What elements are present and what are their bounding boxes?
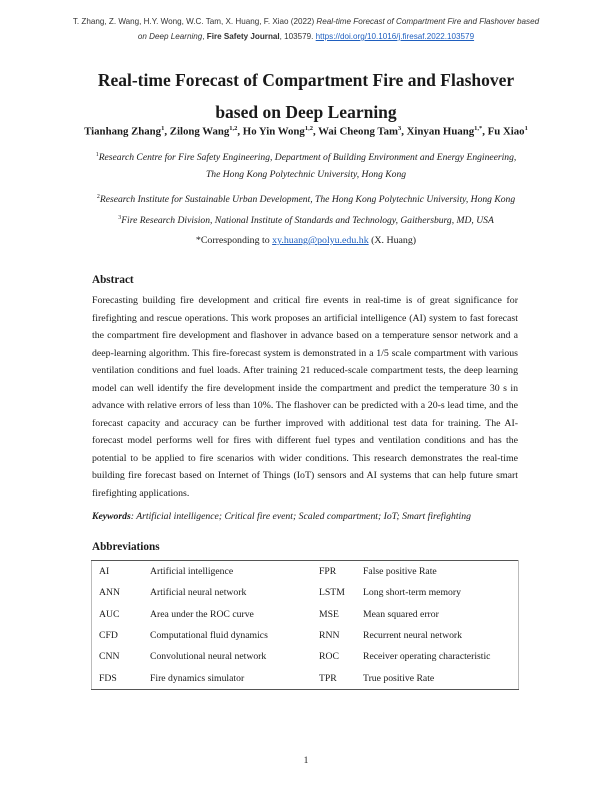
abbreviation: MSE xyxy=(319,608,339,620)
abbreviation-definition: Receiver operating characteristic xyxy=(363,651,491,663)
abbreviation-definition: Mean squared error xyxy=(363,608,439,620)
abbreviation-definition: False positive Rate xyxy=(363,566,437,578)
corresponding-prefix: *Corresponding to xyxy=(195,235,273,246)
keywords-label: Keywords xyxy=(92,511,131,522)
abbreviation: RNN xyxy=(319,630,340,642)
abbreviations-table xyxy=(91,560,519,690)
keywords xyxy=(92,511,518,522)
author-name: Wai Cheong Tam xyxy=(318,125,398,138)
citation-journal: Fire Safety Journal xyxy=(206,32,280,41)
author-list xyxy=(30,125,582,138)
author-separator: , xyxy=(164,125,170,138)
author-affiliation-mark: 1 xyxy=(524,125,528,132)
abbreviation: ANN xyxy=(99,587,120,599)
author-separator: , xyxy=(482,125,488,138)
corresponding-suffix: (X. Huang) xyxy=(368,235,417,246)
abbreviation-definition: Convolutional neural network xyxy=(150,651,267,663)
affiliation-text: Research Centre for Fire Safety Engineering, Department of Building Environment and Energy Engineering, xyxy=(98,152,517,164)
affiliation-text: Fire Research Division, National Institute of Standards and Technology, Gaithersburg, MD, USA xyxy=(121,215,494,227)
keywords-text: : Artificial intelligence; Critical fire event; Scaled compartment; IoT; Smart firefighting xyxy=(130,511,471,522)
affiliation-2 xyxy=(50,189,562,208)
abstract-text: Forecasting building fire development and critical fire events in real-time is of great significance for firefighting and rescue operations. This work proposes an artificial intelligence (AI) system to fast forecast the compartment fire development and flashover in advance based on a temperature sensor network and a deep-learning algorithm. This fire-forecast system is demonstrated in a 1/5 scale compartment with various ventilation conditions and fuel loads. After training 21 reduced-scale compartment tests, the deep learning model can well identify the fire development inside the compartment and predict the temperature 30 s in advance with relative errors of less than 10%. The flashover can be predicted with a 20-s lead time, and the forecast capacity and accuracy can be further improved with additional test data for training. The AI-forecast model performs well for fires with different fuel types and ventilation conditions and has the potential to be applied to fire scenarios with wider conditions. This research demonstrates the real-time building fire forecast based on Internet of Things (IoT) sensors and AI systems that can help future smart firefighting applications. xyxy=(92,295,518,500)
author-affiliation-mark: 1,2 xyxy=(229,125,238,132)
abbreviation-definition: True positive Rate xyxy=(363,672,435,684)
paper-title-line-2: based on Deep Learning xyxy=(215,102,397,122)
table-row xyxy=(92,604,519,625)
author-name: Zilong Wang xyxy=(169,125,230,138)
abbreviation: AUC xyxy=(99,608,120,620)
abbreviation-definition: Long short-term memory xyxy=(363,587,461,599)
author-affiliation-mark: 3 xyxy=(397,125,402,132)
citation-prefix: T. Zhang, Z. Wang, H.Y. Wong, W.C. Tam, X. Huang, F. Xiao (2022) xyxy=(72,17,317,26)
abbreviation: ROC xyxy=(319,651,339,663)
citation-header xyxy=(70,14,542,44)
abbreviation-definition: Fire dynamics simulator xyxy=(150,672,245,684)
citation-paper-title: Real-time Forecast of Compartment Fire and Flashover based on Deep Learning xyxy=(137,17,540,41)
author-separator: , xyxy=(401,125,407,138)
author-affiliation-mark: 1,* xyxy=(474,125,483,132)
affiliation-number: 1 xyxy=(95,152,99,158)
abbreviation: CFD xyxy=(99,630,118,642)
affiliation-number: 2 xyxy=(96,194,100,200)
doi-link[interactable]: https://doi.org/10.1016/j.firesaf.2022.103579 xyxy=(315,32,475,41)
author-name: Tianhang Zhang xyxy=(84,125,162,138)
abbreviation-definition: Computational fluid dynamics xyxy=(150,630,268,642)
abbreviation: FPR xyxy=(319,566,337,578)
abbreviation-definition: Artificial neural network xyxy=(150,587,247,599)
author-affiliation-mark: 1,2 xyxy=(304,125,313,132)
citation-sep: , xyxy=(202,32,207,41)
affiliation-3 xyxy=(50,210,562,229)
affiliation-1 xyxy=(50,147,562,183)
author-name: Xinyan Huang xyxy=(406,125,475,138)
paper-title xyxy=(60,64,552,128)
paper-title-line-1: Real-time Forecast of Compartment Fire and Flashover xyxy=(97,70,515,90)
abbreviation: TPR xyxy=(319,672,337,684)
corresponding-author xyxy=(60,235,552,246)
page-number: 1 xyxy=(303,756,309,766)
abstract-heading: Abstract xyxy=(92,274,134,286)
table-row xyxy=(92,667,519,689)
table-row xyxy=(92,646,519,667)
citation-article: , 103579. xyxy=(279,32,316,41)
affiliation-text: The Hong Kong Polytechnic University, Hong Kong xyxy=(205,169,407,181)
author-separator: , xyxy=(312,125,319,138)
abbreviation: FDS xyxy=(99,672,117,684)
affiliation-text: Research Institute for Sustainable Urban Development, The Hong Kong Polytechnic University, Hong Kong xyxy=(99,194,516,206)
abbreviation: AI xyxy=(99,566,110,578)
affiliation-number: 3 xyxy=(118,215,122,221)
abbreviations-heading: Abbreviations xyxy=(92,541,160,553)
table-row xyxy=(92,561,519,583)
email-link[interactable]: xy.huang@polyu.edu.hk xyxy=(272,235,369,246)
author-affiliation-mark: 1 xyxy=(161,125,165,132)
table-row xyxy=(92,582,519,603)
abbreviation-definition: Artificial intelligence xyxy=(150,566,234,578)
author-name: Ho Yin Wong xyxy=(242,125,305,138)
abbreviation: LSTM xyxy=(319,587,345,599)
abbreviation-definition: Area under the ROC curve xyxy=(150,608,254,620)
abbreviation-definition: Recurrent neural network xyxy=(363,630,462,642)
author-separator: , xyxy=(237,125,243,138)
table-row xyxy=(92,625,519,646)
abbreviation: CNN xyxy=(99,651,120,663)
author-name: Fu Xiao xyxy=(487,125,525,138)
